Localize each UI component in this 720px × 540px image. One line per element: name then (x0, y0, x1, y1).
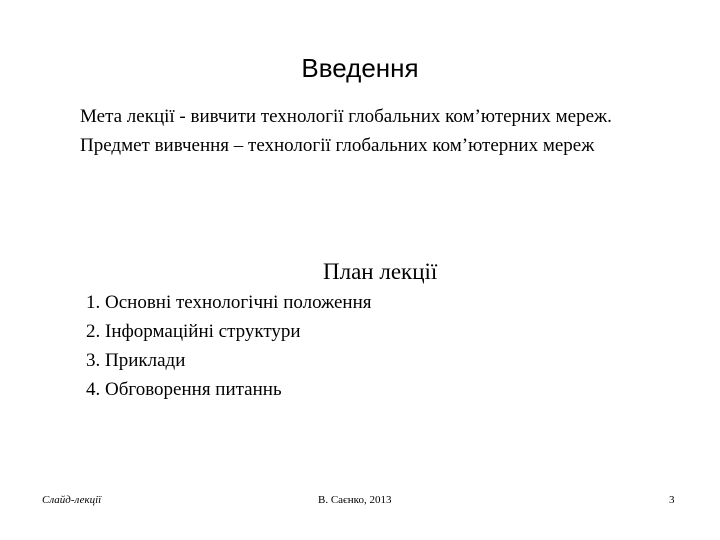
lecture-subject: Предмет вивчення – технології глобальних ком’ютерних мереж (80, 135, 595, 156)
intro-text (80, 102, 612, 160)
slide-title (0, 52, 720, 84)
footer-author: В. Саєнко, 2013 (318, 494, 392, 506)
page-number: 3 (669, 494, 675, 506)
footer-series-label: Слайд-лекції (42, 494, 102, 506)
plan-item: 2. Інформаційні структури (86, 321, 301, 342)
plan-item: 3. Приклади (86, 350, 186, 371)
lecture-goal: Мета лекції - вивчити технології глобальних ком’ютерних мереж. (80, 106, 612, 127)
plan-item: 1. Основні технологічні положення (86, 292, 372, 313)
slide-title-text: Введення (301, 53, 419, 83)
plan-list (86, 288, 372, 404)
plan-item: 4. Обговорення питаннь (86, 379, 282, 400)
plan-title: План лекції (323, 259, 438, 284)
